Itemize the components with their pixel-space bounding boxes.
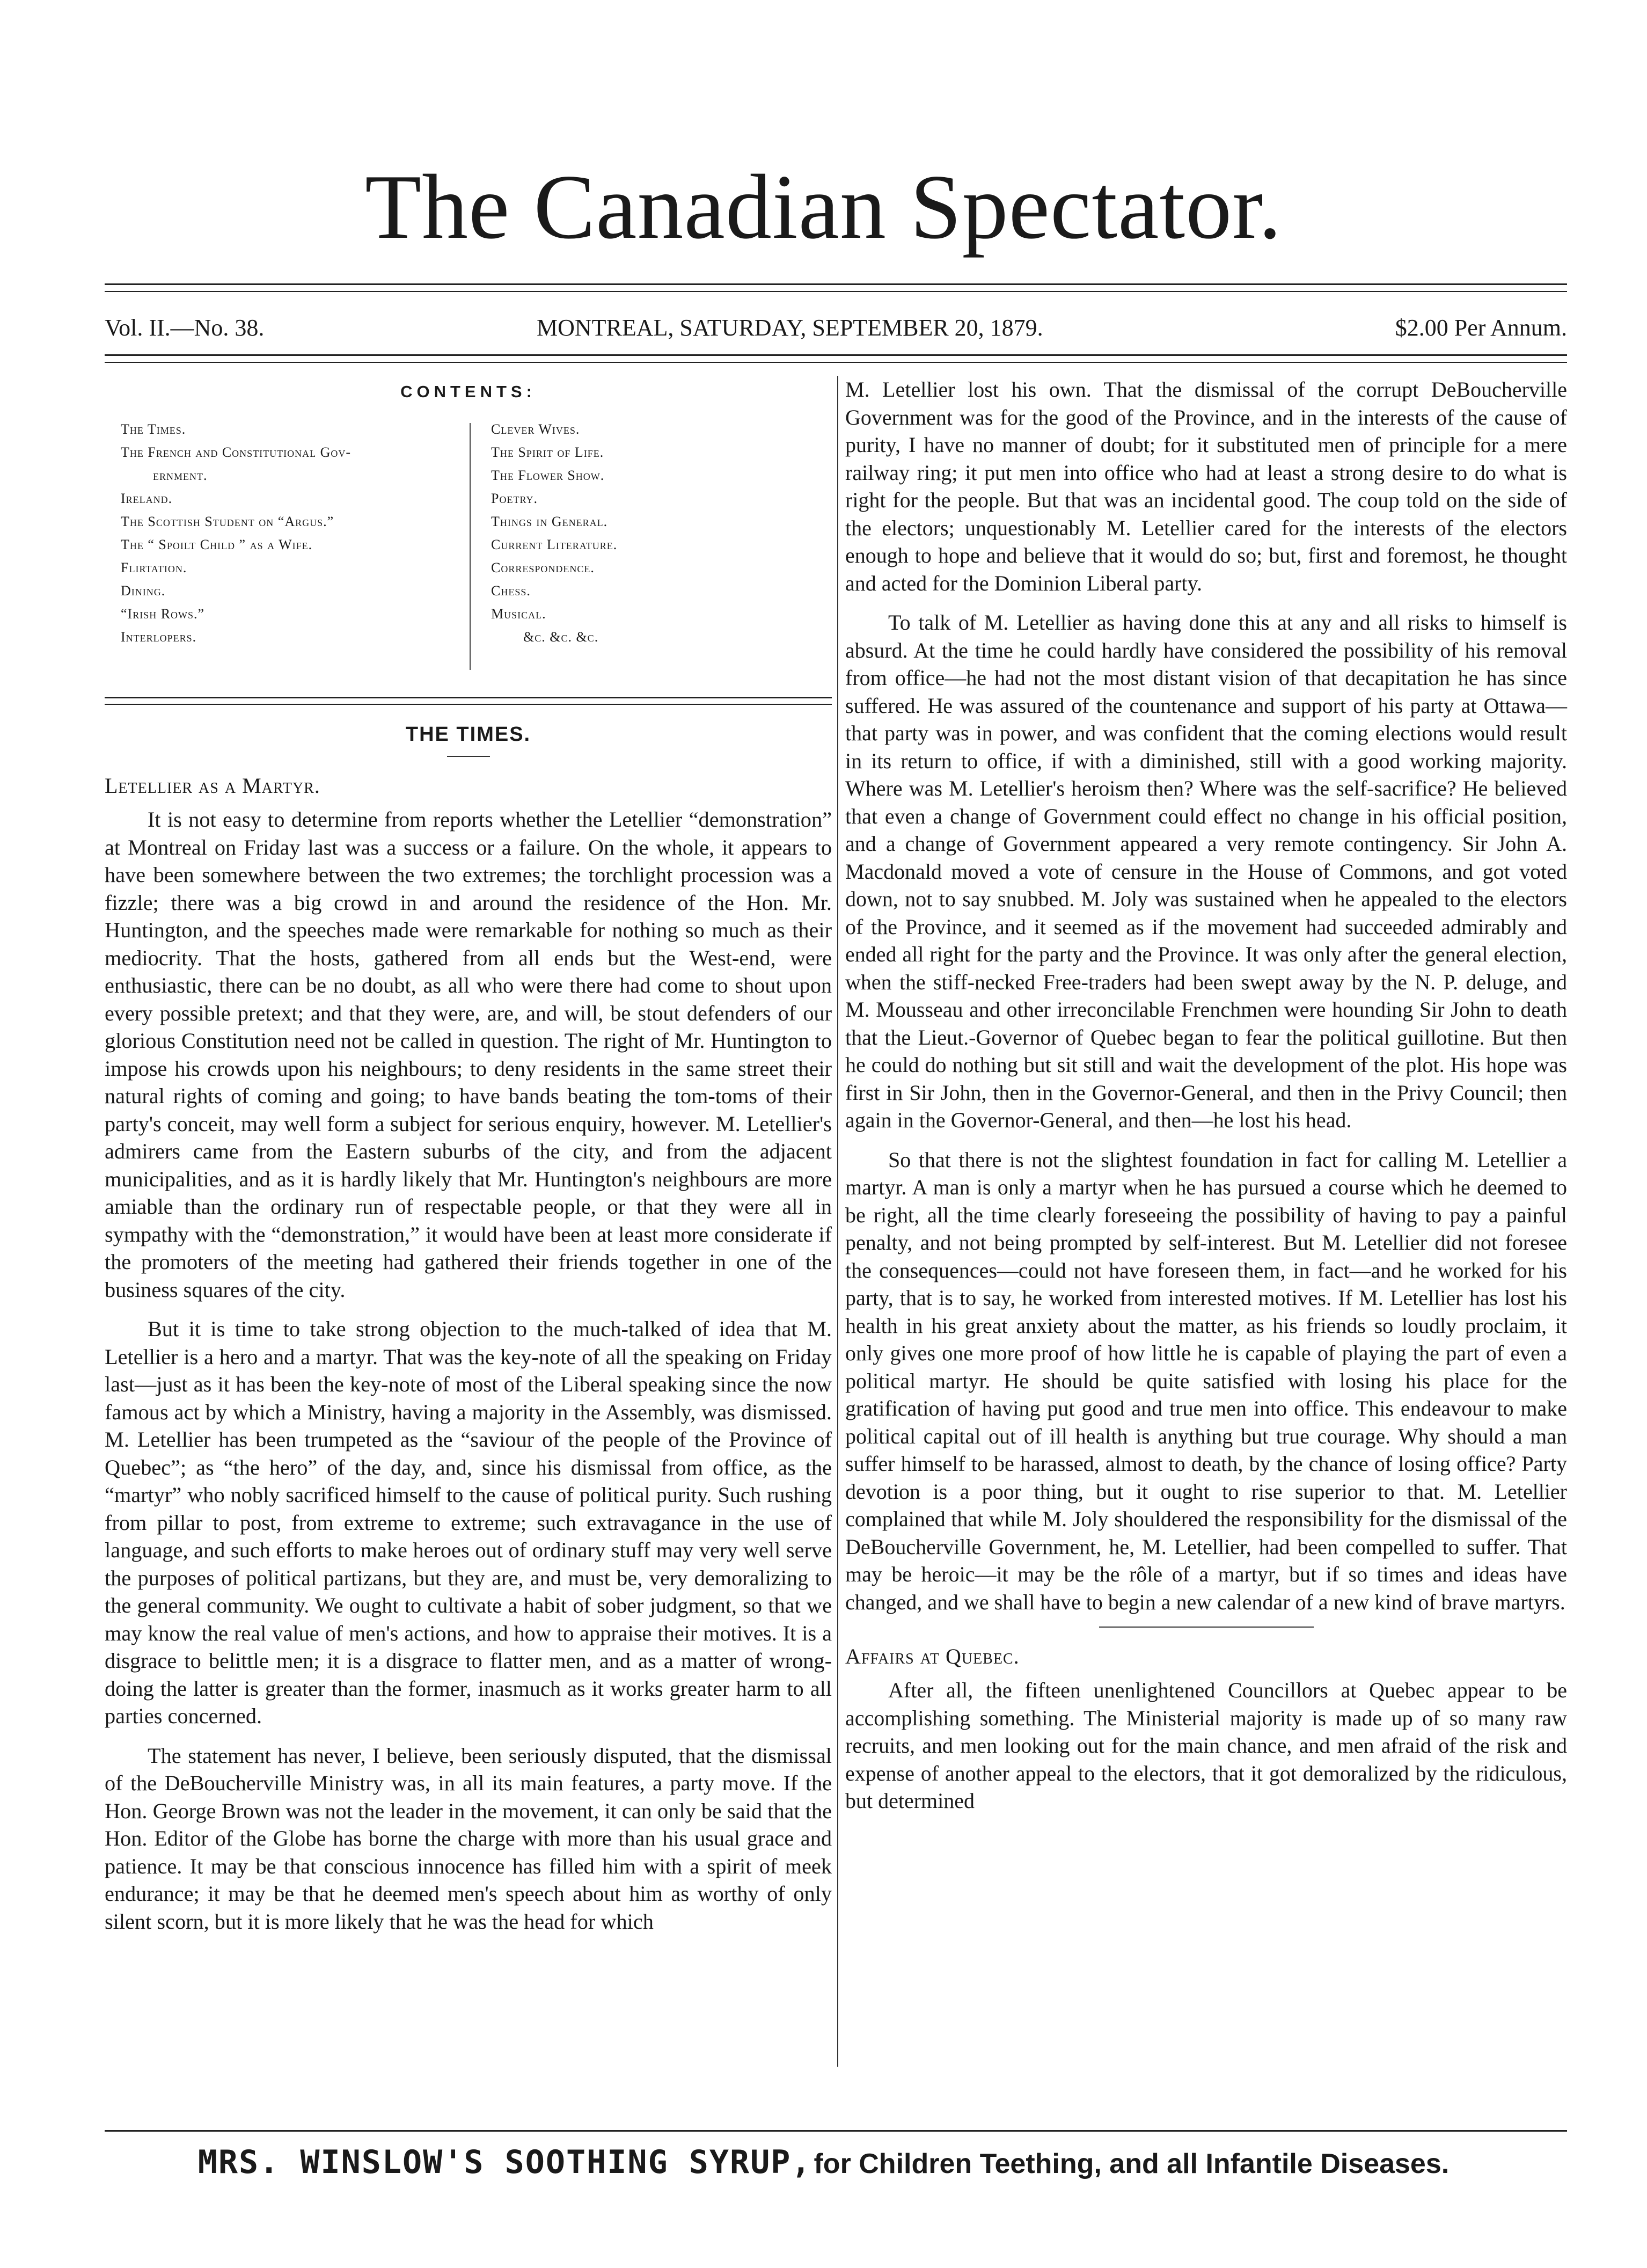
paragraph: So that there is not the slightest foundation in fact for calling M. Letellier a martyr. A man is only a martyr when he has pursued a course which he deemed to be right, all the time clearly foreseeing the possibility of having to pay a painful penalty, and not being prompted by self-interest. But M. Letellier did not foresee the consequences—could not have foreseen them, in fact—and he worked for his party, that is to say, he worked from interested motives. If M. Letellier has lost his health in his great anxiety about the matter, as his friends so loudly proclaim, it only gives one more proof of how little he is capable of playing the part of even a political martyr. He should be quite satisfied with losing his place for the gratification of having put good and true men into office. This endeavour to make political capital out of ill health is anything but true courage. Why should a man suffer himself to be harassed, almost to death, by the chance of losing office? Party devotion is a poor thing, but it ought to rise superior to that. M. Letellier complained that while M. Joly shouldered the responsibility for the dismissal of the DeBoucherville Government, he, M. Letellier, had been compelled to suffer. That may be heroic—it may be the rôle of a martyr, but if so times and ideas have changed, and we shall have to begin a new calendar of a new kind of brave martyrs. [845,1147,1567,1614]
paragraph: The statement has never, I believe, been seriously disputed, that the dismissal of the DeBoucherville Ministry was, in all its main features, a party move. If the Hon. George Brown was not the leader in the movement, it can only be said that the Hon. Editor of the Globe has borne the charge with more than his usual grace and patience. It may be that conscious innocence has filled him with a spirit of meek endurance; it may be that he deemed men's speech about him as worthy of only silent scorn, but it is more likely that he was the head for which [105,1743,832,1934]
contents-item: The Spirit of Life. [491,444,604,460]
article-body-right [845,376,1567,1616]
dateline-rule-thin [105,362,1567,363]
contents-item: Ireland. [121,491,173,506]
contents-item: Dining. [121,583,166,599]
contents-item: The Scottish Student on “Argus.” [121,514,334,529]
ad-brand: MRS. WINSLOW'S SOOTHING SYRUP, [197,2143,812,2181]
ad-text: for Children Teething, and all Infantile Diseases. [814,2148,1450,2179]
column-divider [837,376,838,2067]
contents-item: ernment. [153,468,208,483]
contents-item: The French and Constitutional Gov- [121,444,352,460]
contents-item: Musical. [491,606,546,622]
paragraph: After all, the fifteen unenlightened Councillors at Quebec appear to be accomplishing something. The Ministerial majority is made up of so many raw recruits, and men looking out for the main chance, and men afraid of the risk and expense of another appeal to the electors, that it got demoralized by the ridiculous, but determined [845,1678,1567,1813]
article-subhead: Letellier as a Martyr. [105,774,320,798]
contents-title: CONTENTS: [400,382,536,401]
masthead-title: The Canadian Spectator. [365,156,1282,258]
dateline [105,314,1567,346]
contents-list [105,418,832,697]
dateline-rule [105,354,1567,356]
subscription-price: $2.00 Per Annum. [1395,315,1567,341]
section-title: THE TIMES. [405,723,531,746]
contents-item: &c. &c. &c. [523,629,599,645]
masthead-rule-thin [105,291,1567,292]
contents-item: Poetry. [491,491,538,506]
section-rule [447,756,490,757]
contents-item: Interlopers. [121,629,197,645]
contents-item: Things in General. [491,514,608,529]
advertisement [0,2143,1647,2181]
volume-number: Vol. II.—No. 38. [105,315,265,341]
contents-item: Current Literature. [491,537,618,552]
article-subhead-2: Affairs at Quebec. [845,1644,1020,1668]
contents-divider [470,423,471,670]
place-date: MONTREAL, SATURDAY, SEPTEMBER 20, 1879. [537,315,1043,341]
paragraph: M. Letellier lost his own. That the dismissal of the corrupt DeBoucherville Government was for the good of the Province, and in the interests of the cause of purity, I have no manner of doubt; for it substituted men of principle for a mere railway ring; it put men into office who had at least a strong desire to do what is right for the people. But that was an incidental good. The coup told on the side of the electors; unquestionably M. Letellier cared for the interests of the electors enough to hope and believe that it would do so; but, first and foremost, he thought and acted for the Dominion Liberal party. [845,377,1567,595]
article-body-right-2 [845,1676,1567,1815]
contents-left-list [121,418,539,648]
paragraph: It is not easy to determine from reports whether the Letellier “demonstration” at Montreal on Friday last was a success or a failure. On the whole, it appears to have been somewhere between the two extremes; the torchlight procession was a fizzle; there was a big crowd in and around the residence of the Hon. Mr. Huntington, and the speeches made were remarkable for nothing so much as their mediocrity. That the hosts, gathered from all ends but the West-end, were enthusiastic, there can be no doubt, as all who were there had come to shout upon every possible pretext; and that they were, are, and will, be stout defenders of our glorious Constitution need not be called in question. The right of Mr. Huntington to impose his crowds upon his neighbours; to deny residents in the same street their natural rights of coming and going; to have bands beating the tom-toms of their party's conceit, may well form a subject for serious enquiry, however. M. Letellier's admirers came from the Eastern suburbs of the city, and from the adjacent municipalities, and as it is hardly likely that Mr. Huntington's neighbours are more amiable than the ordinary run of respectable people, or that they were all in sympathy with the “demonstration,” it would have been at least more considerate if the promoters of the meeting had gathered their friends together in one of the business squares of the city. [105,807,832,1302]
contents-rule-thin [105,704,832,705]
contents-item: The “ Spoilt Child ” as a Wife. [121,537,313,552]
left-column [105,376,832,1935]
section-divider [1099,1627,1314,1628]
contents-item: Flirtation. [121,560,187,575]
footer-rule [105,2130,1567,2132]
contents-right-list [491,418,824,648]
masthead-rule [105,283,1567,285]
article-body-left [105,806,832,1935]
contents-item: “Irish Rows.” [121,606,205,622]
contents-item: The Times. [121,421,186,437]
right-column [845,376,1567,1815]
contents-item: The Flower Show. [491,468,605,483]
paragraph: To talk of M. Letellier as having done this at any and all risks to himself is absurd. At the time he could hardly have considered the possibility of his removal from office—he had not the most distant vision of that decapitation he has since suffered. He was assured of the countenance and support of his party at Ottawa—that party was in power, and was confident that the coming elections would result in its return to office, if with a diminished, still with a good working majority. Where was M. Letellier's heroism then? Where was the self-sacrifice? He believed that even a change of Government could effect no change in his official position, and a change of Government appeared a very remote contingency. Sir John A. Macdonald moved a vote of censure in the House of Commons, and got voted down, not to say snubbed. M. Joly was sustained when he appealed to the electors of the Province, and it seemed as if the movement had succeeded admirably and ended all right for the party and the Province. It was only after the general election, when the stiff-necked Free-traders had been swept away by the N. P. deluge, and M. Mousseau and other irreconcilable Frenchmen were hounding Sir John to death that the Lieut.-Governor of Quebec began to fear the political guillotine. But then he could do nothing but sit still and wait the development of the plot. His hope was first in Sir John, then in the Governor-General, and then in the Privy Council; then again in the Governor-General, and then—he lost his head. [845,610,1567,1132]
contents-rule [105,697,832,698]
contents-item: Chess. [491,583,531,599]
paragraph: But it is time to take strong objection to the much-talked of idea that M. Letellier is a hero and a martyr. That was the key-note of all the speaking on Friday last—just as it has been the key-note of most of the Liberal speaking since the now famous act by which a Ministry, having a majority in the Assembly, was dismissed. M. Letellier has been trumpeted as the “saviour of the people of the Province of Quebec”; as “the hero” of the day, and, since his dismissal from office, as the “martyr” who nobly sacrificed himself to the cause of political purity. Such rushing from pillar to post, from extreme to extreme; such extravagance in the use of language, and such efforts to make heroes out of ordinary stuff may very well serve the purposes of political partizans, but they are, and must be, very demoralizing to the general community. We ought to cultivate a habit of sober judgment, so that we may know the real value of men's actions, and how to appraise their motives. It is a disgrace to belittle men; it is a disgrace to flatter men, and as a matter of wrong-doing the latter is greater than the former, inasmuch as it works greater harm to all parties concerned. [105,1317,832,1728]
contents-item: Clever Wives. [491,421,580,437]
contents-item: Correspondence. [491,560,595,575]
